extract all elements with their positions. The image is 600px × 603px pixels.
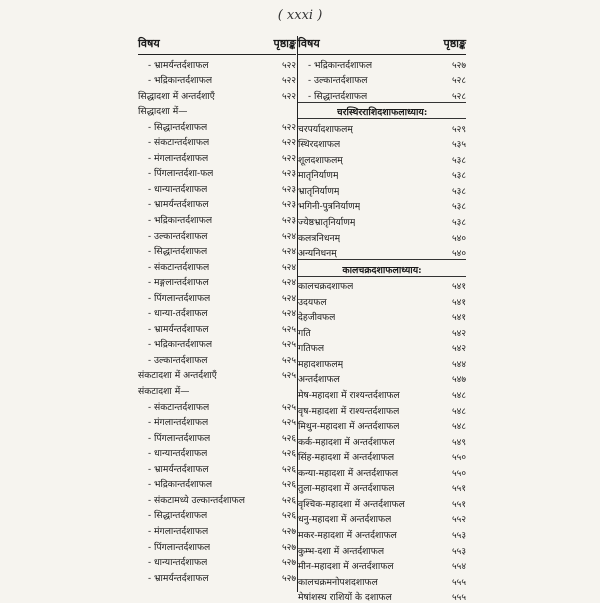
index-entry (138, 226, 296, 242)
entry-title: कालचक्रदशाफलाध्याय: (342, 264, 422, 276)
index-entry (298, 150, 466, 166)
subject-heading: विषय (138, 37, 160, 50)
right-entry-list (298, 55, 466, 603)
entry-page-number: ५४० (451, 233, 466, 244)
entry-page-number: ५२६ (281, 433, 296, 444)
entry-title: - धान्यान्तर्दशाफल (148, 183, 208, 195)
index-entry (138, 164, 296, 180)
left-header (138, 36, 296, 55)
entry-title: - धान्या-तर्दशाफल (148, 308, 208, 320)
index-entry (138, 335, 296, 351)
index-entry (298, 557, 466, 573)
index-entry (298, 292, 466, 308)
index-entry (298, 308, 466, 324)
entry-page-number: ५४७ (451, 375, 466, 386)
entry-title: उदयफल (298, 296, 327, 308)
entry-page-number: ५२७ (281, 526, 296, 537)
entry-page-number: ५२७ (281, 558, 296, 569)
index-entry (138, 350, 296, 366)
entry-title: - उल्कान्तर्दशाफल (148, 230, 208, 242)
entry-page-number: ५२६ (281, 495, 296, 506)
entry-page-number: ५५५ (451, 577, 466, 588)
entry-title: - पिंगलान्तर्दशाफल (148, 432, 211, 444)
entry-page-number: ५२८ (451, 76, 466, 87)
entry-page-number: ५२५ (281, 371, 296, 382)
entry-title: - संकटान्तर्दशाफल (148, 261, 210, 273)
entry-title: भगिनी-पुत्रनिर्याणम् (298, 201, 361, 213)
entry-page-number: ५३८ (451, 171, 466, 182)
entry-page-number: ५२५ (281, 355, 296, 366)
entry-page-number: ५३८ (451, 155, 466, 166)
entry-title: गति (298, 327, 311, 339)
entry-title: कुम्भ-दशा में अन्तर्दशाफल (298, 545, 385, 557)
index-entry (138, 444, 296, 460)
index-entry (298, 323, 466, 339)
entry-page-number: ५४४ (451, 359, 466, 370)
entry-title: मेष-महादशा में राश्यन्तर्दशाफल (298, 390, 400, 402)
index-entry (298, 166, 466, 182)
entry-title: - सिद्धान्तर्दशाफल (148, 121, 208, 133)
entry-title: - भद्रिकान्तर्दशाफल (148, 75, 213, 87)
index-entry (298, 417, 466, 433)
index-entry (138, 553, 296, 569)
entry-title: देहजीवफल (298, 312, 336, 324)
entry-title: सिंह-महादशा में अन्तर्दशाफल (298, 452, 395, 464)
entry-page-number: ५२४ (281, 247, 296, 258)
entry-page-number: ५२३ (281, 216, 296, 227)
entry-page-number: ५४८ (451, 422, 466, 433)
entry-title: - पिंगलान्तर्दशाफल (148, 541, 211, 553)
entry-title: चरपर्यादशाफलम् (298, 123, 353, 135)
entry-title: - भ्रामर्यन्तर्दशाफल (148, 572, 209, 584)
entry-page-number: ५२४ (281, 309, 296, 320)
entry-title: - संकटान्तर्दशाफल (148, 137, 210, 149)
entry-title: - मंगलान्तर्दशाफल (148, 417, 209, 429)
index-entry (298, 588, 466, 603)
entry-title: - पिंगलान्तर्दशा-फल (148, 168, 214, 180)
entry-title: महादशाफलम् (298, 358, 344, 370)
entry-title: गतिफल (298, 343, 325, 355)
index-entry (298, 370, 466, 386)
left-column (138, 36, 296, 584)
entry-title: मीन-महादशा में अन्तर्दशाफल (298, 561, 394, 573)
entry-page-number: ५५३ (451, 546, 466, 557)
entry-page-number: ५४८ (451, 391, 466, 402)
entry-title: शूलदशाफलम् (298, 154, 343, 166)
entry-title: अन्यनिधनम् (298, 248, 337, 260)
entry-page-number: ५२३ (281, 184, 296, 195)
entry-page-number: ५२२ (281, 91, 296, 102)
index-entry (298, 119, 466, 135)
index-entry (138, 413, 296, 429)
index-entry (138, 304, 296, 320)
entry-title: - भद्रिकान्तर्दशाफल (148, 215, 213, 227)
index-entry (138, 257, 296, 273)
entry-page-number: ५३८ (451, 202, 466, 213)
index-entry (138, 117, 296, 133)
entry-page-number: ५४२ (451, 344, 466, 355)
entry-title: - भ्रामर्यन्तर्दशाफल (148, 463, 209, 475)
index-entry (138, 148, 296, 164)
index-entry (138, 133, 296, 149)
right-header (298, 36, 466, 55)
entry-page-number: ५५४ (451, 562, 466, 573)
entry-page-number: ५३८ (451, 218, 466, 229)
entry-title: भ्रातृनिर्याणम् (298, 185, 340, 197)
entry-page-number: ५२३ (281, 169, 296, 180)
entry-title: - सिद्धान्तर्दशाफल (148, 246, 208, 258)
index-entry (138, 195, 296, 211)
entry-page-number: ५३८ (451, 186, 466, 197)
index-entry (298, 448, 466, 464)
entry-page-number: ५४१ (451, 313, 466, 324)
index-entry (138, 319, 296, 335)
index-entry (138, 568, 296, 584)
index-entry (298, 479, 466, 495)
index-entry (138, 490, 296, 506)
entry-page-number: ५४८ (451, 406, 466, 417)
entry-page-number: ५२२ (281, 153, 296, 164)
entry-page-number: ५२२ (281, 76, 296, 87)
entry-title: - उल्कान्तर्दशाफल (308, 75, 368, 87)
index-entry (138, 366, 296, 382)
entry-title: धनु-महादशा में अन्तर्दशाफल (298, 514, 392, 526)
entry-page-number: ५४२ (451, 328, 466, 339)
entry-title: - धान्यान्तर्दशाफल (148, 448, 208, 460)
page-number: ( xxxi ) (277, 8, 323, 23)
index-entry (298, 339, 466, 355)
entry-page-number: ५२७ (451, 60, 466, 71)
entry-title: मकर-महादशा में अन्तर्दशाफल (298, 529, 397, 541)
index-entry (298, 510, 466, 526)
entry-page-number: ५२४ (281, 262, 296, 273)
right-column (298, 36, 466, 603)
entry-title: - मंगलान्तर्दशाफल (148, 152, 209, 164)
index-entry (298, 86, 466, 102)
index-entry (138, 273, 296, 289)
entry-page-number: ५२६ (281, 464, 296, 475)
entry-title: अन्तर्दशाफल (298, 374, 340, 386)
entry-page-number: ५२८ (451, 91, 466, 102)
entry-page-number: ५३५ (451, 140, 466, 151)
section-heading (298, 102, 466, 120)
index-entry (298, 432, 466, 448)
entry-title: - मङ्गलान्तर्दशाफल (148, 277, 209, 289)
index-entry (138, 506, 296, 522)
index-entry (138, 475, 296, 491)
entry-title: - संकटामध्ये उल्कान्तर्दशाफल (148, 494, 245, 506)
entry-page-number: ५५३ (451, 530, 466, 541)
entry-page-number: ५५२ (451, 515, 466, 526)
entry-title: - मंगलान्तर्दशाफल (148, 525, 209, 537)
entry-page-number: ५४१ (451, 297, 466, 308)
index-entry (298, 541, 466, 557)
entry-title: - भ्रामर्यन्तर्दशाफल (148, 323, 209, 335)
index-entry (138, 55, 296, 71)
index-entry (298, 212, 466, 228)
entry-page-number: ५२५ (281, 402, 296, 413)
entry-title: तुला-महादशा में अन्तर्दशाफल (298, 483, 395, 495)
entry-page-number: ५२६ (281, 449, 296, 460)
index-entry (138, 71, 296, 87)
entry-title: सिद्धादशा में अन्तर्दशाएँ (138, 90, 215, 102)
entry-title: - सिद्धान्तर्दशाफल (148, 510, 208, 522)
entry-page-number: ५४९ (451, 437, 466, 448)
entry-title: चरस्थिरराशिदशाफलाध्याय: (336, 107, 428, 119)
entry-page-number: ५२५ (281, 324, 296, 335)
entry-title: - भ्रामर्यन्तर्दशाफल (148, 199, 209, 211)
entry-page-number: ५४० (451, 249, 466, 260)
entry-page-number: ५५० (451, 468, 466, 479)
entry-page-number: ५२६ (281, 480, 296, 491)
index-entry (138, 288, 296, 304)
index-entry (138, 459, 296, 475)
index-entry (298, 55, 466, 71)
index-entry (298, 277, 466, 293)
index-entry (138, 102, 296, 118)
entry-title: कालचक्रमनोपशदशाफल (298, 576, 378, 588)
index-entry (298, 401, 466, 417)
entry-title: - भ्रामर्यन्तर्दशाफल (148, 59, 209, 71)
entry-page-number: ५२९ (451, 124, 466, 135)
entry-page-number: ५२२ (281, 122, 296, 133)
index-entry (298, 525, 466, 541)
entry-page-number: ५५१ (451, 499, 466, 510)
entry-page-number: ५२४ (281, 231, 296, 242)
entry-page-number: ५२५ (281, 418, 296, 429)
entry-page-number: ५२४ (281, 293, 296, 304)
index-entry (138, 521, 296, 537)
index-entry (298, 244, 466, 260)
entry-page-number: ५२६ (281, 511, 296, 522)
page-heading: पृष्ठाङ्क (443, 37, 466, 50)
entry-page-number: ५४१ (451, 282, 466, 293)
entry-title: - भद्रिकान्तर्दशाफल (148, 479, 213, 491)
index-entry (298, 572, 466, 588)
entry-title: सिद्धादशा में— (138, 106, 188, 118)
entry-title: - धान्यान्तर्दशाफल (148, 557, 208, 569)
index-entry (138, 242, 296, 258)
index-entry (138, 210, 296, 226)
subject-heading: विषय (298, 37, 320, 50)
entry-page-number: ५२२ (281, 60, 296, 71)
entry-title: ज्येष्ठभ्रातृनिर्याणम् (298, 217, 356, 229)
index-entry (298, 197, 466, 213)
index-entry (298, 463, 466, 479)
entry-title: कालचक्रदशाफल (298, 281, 354, 293)
entry-title: कर्क-महादशा में अन्तर्दशाफल (298, 436, 395, 448)
entry-title: मिथुन-महादशा में अन्तर्दशाफल (298, 421, 400, 433)
entry-title: मातृनिर्याणम् (298, 170, 339, 182)
index-entry (138, 537, 296, 553)
index-entry (298, 354, 466, 370)
index-entry (298, 135, 466, 151)
index-entry (298, 494, 466, 510)
index-entry (298, 181, 466, 197)
entry-page-number: ५२७ (281, 542, 296, 553)
entry-title: वृष-महादशा में राश्यन्तर्दशाफल (298, 405, 400, 417)
entry-title: संकटादशा में अन्तर्दशाएँ (138, 370, 217, 382)
entry-page-number: ५२२ (281, 138, 296, 149)
entry-page-number: ५५० (451, 453, 466, 464)
entry-title: वृश्चिक-महादशा में अन्तर्दशाफल (298, 498, 405, 510)
entry-title: कन्या-महादशा में अन्तर्दशाफल (298, 467, 399, 479)
index-entry (298, 228, 466, 244)
left-entry-list (138, 55, 296, 584)
index-entry (298, 385, 466, 401)
index-entry (138, 179, 296, 195)
entry-page-number: ५२७ (281, 573, 296, 584)
index-entry (298, 71, 466, 87)
page-heading: पृष्ठाङ्क (273, 37, 296, 50)
entry-title: स्थिरदशाफल (298, 139, 341, 151)
index-entry (138, 86, 296, 102)
index-entry (138, 428, 296, 444)
entry-title: मेषांशस्थ राशियों के दशाफल (298, 592, 392, 603)
index-entry (138, 397, 296, 413)
entry-page-number: ५२४ (281, 278, 296, 289)
entry-title: - सिद्धान्तर्दशाफल (308, 90, 368, 102)
entry-title: - भद्रिकान्तर्दशाफल (148, 339, 213, 351)
entry-title: - पिंगलान्तर्दशाफल (148, 292, 211, 304)
entry-title: - संकटान्तर्दशाफल (148, 401, 210, 413)
entry-page-number: ५२५ (281, 340, 296, 351)
entry-title: - भद्रिकान्तर्दशाफल (308, 59, 373, 71)
index-entry (138, 381, 296, 397)
entry-title: संकटादशा में— (138, 386, 190, 398)
entry-page-number: ५५१ (451, 484, 466, 495)
entry-page-number: ५२३ (281, 200, 296, 211)
entry-page-number: ५५५ (451, 593, 466, 603)
entry-title: - उल्कान्तर्दशाफल (148, 354, 208, 366)
entry-title: कलत्रनिधनम् (298, 232, 341, 244)
section-heading (298, 259, 466, 277)
